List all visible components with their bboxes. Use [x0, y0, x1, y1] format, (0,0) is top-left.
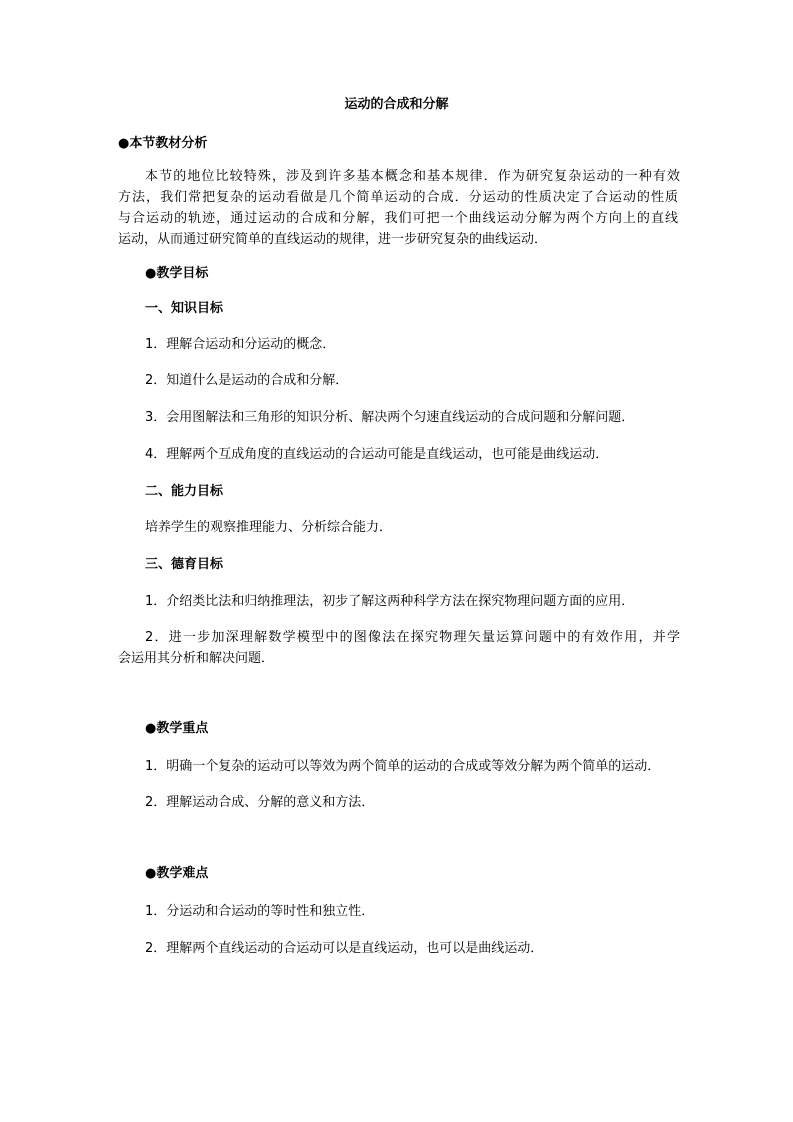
analysis-paragraph-line-2: 方法，我们常把复杂的运动看做是几个简单运动的合成．分运动的性质决定了合运动的性质 — [118, 190, 678, 205]
knowledge-item-4: 4．理解两个互成角度的直线运动的合运动可能是直线运动，也可能是曲线运动． — [145, 447, 609, 462]
focus-item-2: 2．理解运动合成、分解的意义和方法． — [145, 795, 375, 810]
section-heading-difficulty: ●教学难点 — [145, 866, 209, 881]
difficulty-item-1: 1．分运动和合运动的等时性和独立性． — [145, 904, 375, 919]
knowledge-item-1: 1．理解合运动和分运动的概念． — [145, 337, 336, 352]
moral-item-2-line-2: 会运用其分析和解决问题． — [118, 651, 275, 666]
subheading-ability: 二、能力目标 — [145, 484, 224, 499]
ability-text: 培养学生的观察推理能力、分析综合能力． — [145, 520, 393, 535]
moral-item-2-line-1: 2．进一步加深理解数学模型中的图像法在探究物理矢量运算问题中的有效作用，并学 — [145, 630, 680, 645]
subheading-moral: 三、德育目标 — [145, 557, 224, 572]
subheading-knowledge: 一、知识目标 — [145, 301, 224, 316]
moral-item-1: 1．介绍类比法和归纳推理法，初步了解这两种科学方法在探究物理问题方面的应用． — [145, 594, 635, 609]
analysis-paragraph-line-3: 与合运动的轨迹，通过运动的合成和分解，我们可把一个曲线运动分解为两个方向上的直线 — [118, 211, 678, 226]
section-heading-analysis: ●本节教材分析 — [118, 136, 208, 151]
difficulty-item-2: 2．理解两个直线运动的合运动可以是直线运动，也可以是曲线运动． — [145, 941, 544, 956]
knowledge-item-3: 3．会用图解法和三角形的知识分析、解决两个匀速直线运动的合成问题和分解问题． — [145, 410, 635, 425]
document-title: 运动的合成和分解 — [344, 97, 449, 112]
knowledge-item-2: 2．知道什么是运动的合成和分解． — [145, 373, 349, 388]
analysis-paragraph-line-4: 运动，从而通过研究简单的直线运动的规律，进一步研究复杂的曲线运动． — [118, 232, 548, 247]
section-heading-goals: ●教学目标 — [145, 266, 209, 281]
focus-item-1: 1．明确一个复杂的运动可以等效为两个简单的运动的合成或等效分解为两个简单的运动． — [145, 759, 661, 774]
analysis-paragraph-line-1: 本节的地位比较特殊，涉及到许多基本概念和基本规律．作为研究复杂运动的一种有效 — [145, 169, 680, 184]
section-heading-focus: ●教学重点 — [145, 721, 209, 736]
